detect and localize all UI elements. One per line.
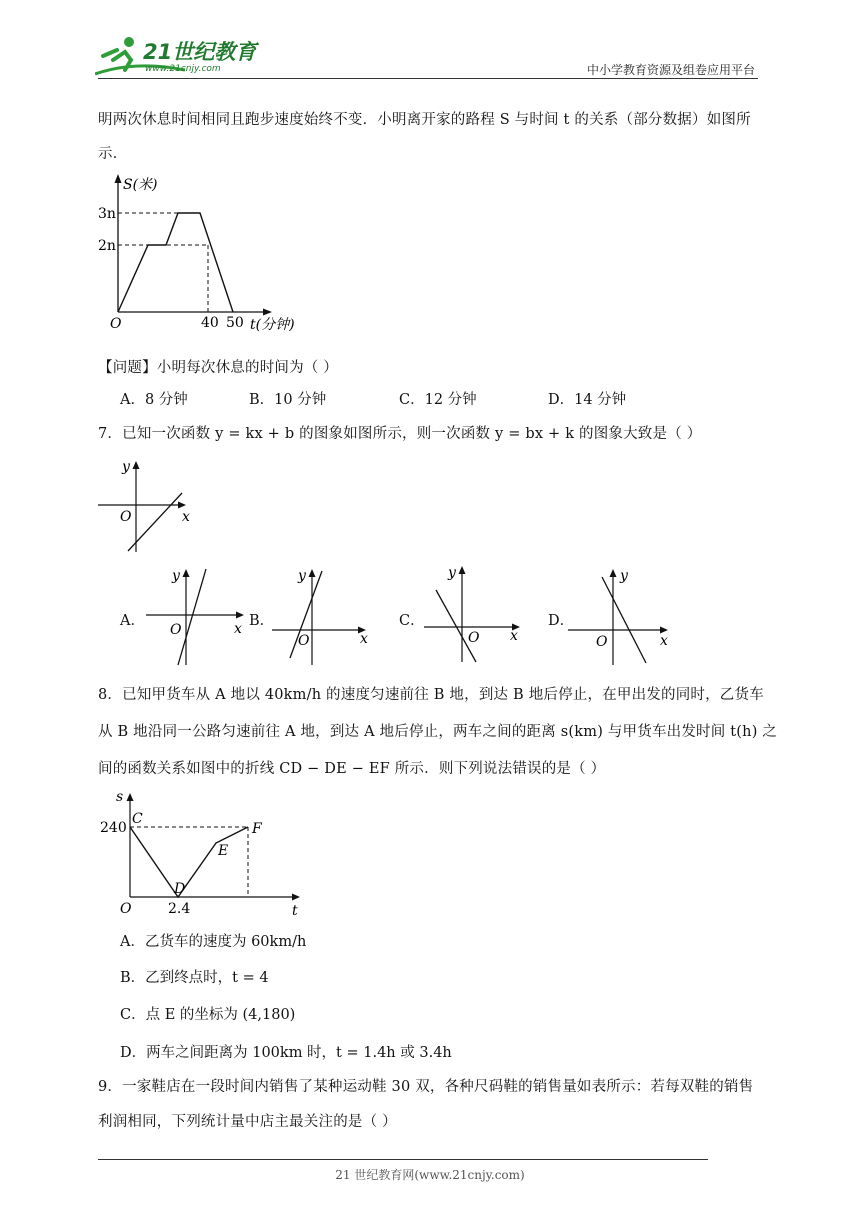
q9-text-line1: 9．一家鞋店在一段时间内销售了某种运动鞋 30 双，各种尺码鞋的销售量如表所示：若每双鞋的销售 — [98, 1079, 754, 1095]
q6-ylabel: S(米) — [123, 177, 158, 193]
q8-t-label: t — [292, 903, 298, 919]
q6-graph — [98, 172, 318, 337]
q7-a-x: x — [234, 621, 242, 637]
q7-c-y: y — [448, 565, 456, 581]
q7-d-x: x — [660, 633, 668, 649]
q8-s-label: s — [116, 789, 124, 805]
q6-option-b[interactable]: B．10 分钟 — [249, 392, 327, 408]
q6-text-line2: 示． — [98, 146, 128, 162]
q7-b-x: x — [360, 631, 368, 647]
q6-option-c[interactable]: C．12 分钟 — [399, 392, 477, 408]
q6-origin: O — [110, 316, 122, 332]
q8-origin: O — [120, 901, 132, 917]
q8-option-c[interactable]: C．点 E 的坐标为 (4,180) — [120, 1007, 296, 1023]
q9-text-line2: 利润相同，下列统计量中店主最关注的是（ ） — [98, 1114, 397, 1130]
q7-option-d-graph[interactable] — [568, 563, 678, 668]
q7-c-origin: O — [468, 630, 480, 646]
q8-xtick-24: 2.4 — [168, 901, 191, 917]
q7-option-c-label[interactable]: C． — [399, 613, 425, 629]
q8-text-line2: 从 B 地沿同一公路匀速前往 A 地，到达 A 地后停止，两车之间的距离 s(km) 与甲货车出发时间 t(h) 之 — [98, 724, 778, 740]
q8-point-d: D — [174, 881, 186, 897]
q7-given-x: x — [182, 509, 190, 525]
q8-ytick-240: 240 — [100, 820, 127, 836]
q7-b-origin: O — [298, 633, 310, 649]
header-platform-text: 中小学教育资源及组卷应用平台 — [586, 63, 755, 77]
q8-option-a[interactable]: A．乙货车的速度为 60km/h — [120, 934, 307, 950]
q7-given-graph — [98, 455, 208, 555]
q7-option-a-label[interactable]: A． — [120, 613, 145, 629]
q8-graph — [98, 785, 313, 920]
q6-option-a[interactable]: A．8 分钟 — [120, 392, 188, 408]
header-divider — [98, 78, 758, 79]
q6-ytick-3n: 3n — [98, 206, 116, 222]
footer-divider — [98, 1159, 708, 1160]
q8-point-e: E — [218, 843, 229, 859]
q6-xlabel: t(分钟) — [250, 317, 295, 333]
q8-text-line1: 8．已知甲货车从 A 地以 40km/h 的速度匀速前往 B 地，到达 B 地后停止，在甲出发的同时，乙货车 — [98, 687, 764, 703]
q6-ytick-2n: 2n — [98, 238, 116, 254]
q7-d-y: y — [620, 568, 628, 584]
q6-option-d[interactable]: D．14 分钟 — [548, 392, 627, 408]
q7-option-d-label[interactable]: D． — [548, 613, 575, 629]
q8-option-d[interactable]: D．两车之间距离为 100km 时，t = 1.4h 或 3.4h — [120, 1045, 452, 1061]
q7-option-c-graph[interactable] — [420, 560, 530, 665]
q6-question: 【问题】小明每次休息的时间为（ ） — [98, 360, 339, 376]
footer-text[interactable]: 21 世纪教育网(www.21cnjy.com) — [335, 1168, 525, 1182]
q7-given-origin: O — [120, 509, 132, 525]
logo-url: www.21cnjy.com — [145, 64, 221, 74]
q6-text-line1: 明两次休息时间相同且跑步速度始终不变．小明离开家的路程 S 与时间 t 的关系（部分数据）如图所 — [98, 112, 751, 128]
q7-option-b-graph[interactable] — [270, 563, 380, 668]
q7-stem: 7．已知一次函数 y = kx + b 的图象如图所示，则一次函数 y = bx + k 的图象大致是（ ） — [98, 426, 702, 442]
q8-point-f: F — [252, 821, 262, 837]
q8-point-c: C — [132, 811, 143, 827]
q7-d-origin: O — [596, 634, 608, 650]
q7-given-y: y — [122, 459, 130, 475]
q7-c-x: x — [510, 628, 518, 644]
q7-b-y: y — [298, 568, 306, 584]
q7-a-origin: O — [170, 622, 182, 638]
q8-option-b[interactable]: B．乙到终点时，t = 4 — [120, 970, 269, 986]
q7-option-b-label[interactable]: B． — [249, 613, 275, 629]
q6-xtick-50: 50 — [226, 315, 244, 331]
q7-a-y: y — [172, 568, 180, 584]
q7-option-a-graph[interactable] — [140, 563, 250, 668]
logo-text: 21世纪教育 — [143, 40, 257, 64]
site-logo — [95, 30, 265, 78]
q6-xtick-40: 40 — [201, 315, 219, 331]
q8-text-line3: 间的函数关系如图中的折线 CD − DE − EF 所示．则下列说法错误的是（ ） — [98, 761, 606, 777]
